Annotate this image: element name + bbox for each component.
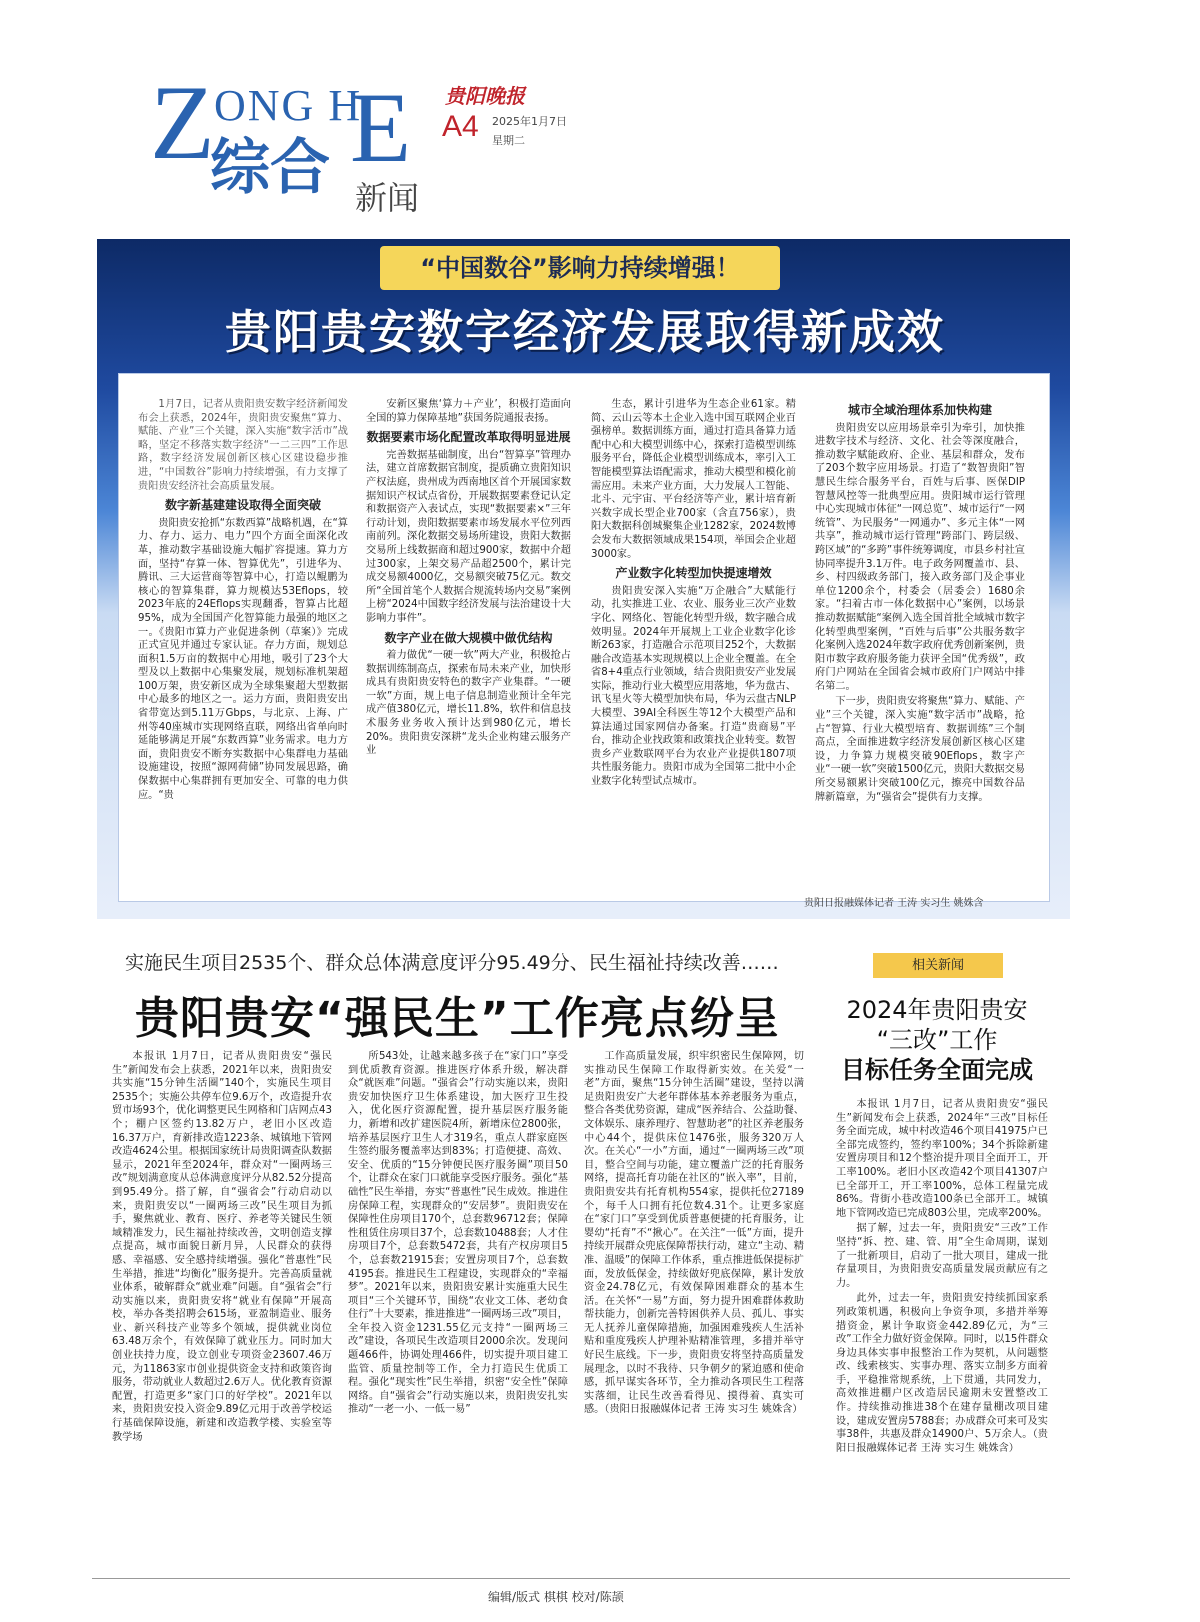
second-column-1	[112, 1050, 332, 1570]
page-number: A4	[442, 110, 479, 143]
masthead-letter-z: Z	[150, 64, 215, 181]
section-title: 综合	[210, 133, 330, 203]
second-subtitle: 实施民生项目2535个、群众总体满意度评分95.49分、民生福祉持续改善……	[125, 952, 779, 974]
lead-intro: 1月7日，记者从贵阳贵安数字经济新闻发布会上获悉，2024年，贵阳贵安聚焦“算力、赋能、产业”三个关键，深入实施“数字活市”战略，坚定不移落实数字经济“一二三四”工作思路，数字经济发展创新区核心区建设稳步推进，“中国数谷”影响力持续增强，有力支撑了贵阳贵安经济社会高质量发展。	[138, 399, 348, 492]
footer-credit: 编辑/版式 棋棋 校对/陈颉	[488, 1590, 624, 1604]
related-headline	[832, 995, 1042, 1085]
lead-column-3	[591, 398, 796, 886]
publication-date: 2025年1月7日	[492, 115, 567, 128]
second-headline: 贵阳贵安“强民生”工作亮点纷呈	[135, 993, 780, 1044]
lead-column-1	[138, 398, 348, 886]
second-paragraph: 所543处，让越来越多孩子在“家门口”享受到优质教育资源。推进医疗体系升级，解决群众“就医难”问题。“强省会”行动实施以来，贵阳贵安加快医疗卫生体系建设，加大医疗卫生投入，优化医疗资源配置，提升基层医疗服务能力，新增和改扩建医院4所，新增床位2800张，培养基层医疗卫生人才319名，重点人群家庭医生签约服务覆盖率达到83%；打造便捷、高效、安全、优质的“15分钟便民医疗服务圈”项目50个，让群众在家门口就能享受医疗服务。强化“基础性”民生举措，夯实“普惠性”民生成效。推进住房保障工程，实现群众的“安居梦”。贵阳贵安在保障性住房项目170个，总套数96712套；保障性租赁住房项目37个，总套数10488套；人才住房项目7个，总套数5472套，共有产权房项目5个，总套数21915套；安置房项目7个，总套数4195套。推进民生工程建设，实现群众的“幸福梦”。2021年以来，贵阳贵安累计实施重大民生项目“三个关键环节，围绕“农业文工体、老幼食住行”十大要素，推进推进“一圈两场三改”项目，全年投入资金1231.55亿元支持“一圈两场三改”建设，各项民生改造项目2000余次。发现问题466件，协调处理466件，切实提升项目建工监管、质量控制等工作，全力打造民生优质工程。强化“现实性”民生举措，织密“安全性”保障网络。自“强省会”行动实施以来，贵阳贵安扎实推动“一老一小、一低一易”	[348, 1051, 568, 1416]
lead-byline: 贵阳日报融媒体记者 王涛 实习生 姚姝含	[804, 898, 984, 909]
publication-weekday: 星期二	[492, 134, 525, 147]
related-paragraph: 此外，过去一年，贵阳贵安持续抓国家系列政策机遇，积极向上争资争项，多措并举筹措资金，累计争取资金442.89亿元，为“三改”工作全力做好资金保障。同时，以15件群众身边具体实事申报整治工作为契机，从问题整改、线索核实、实事办理、落实立制多方面着手，平稳推常规系统，上下贯通，共同发力，高效推进棚户区改造居民逾期未安置整改工作。持续推动推进38个在建存量棚改项目建设，建成安置房5788套；办成群众可来可及实事38件，共惠及群众14900户、5万余人。（贵阳日报融媒体记者 王涛 实习生 姚姝含）	[836, 1293, 1048, 1454]
lead-kicker: “中国数谷”影响力持续增强！	[380, 246, 780, 290]
lead-paragraph: 贵阳贵安抢抓“东数西算”战略机遇，在“算力、存力、运力、电力”四个方面全面深化改革，推动数字基础设施大幅扩容提速。算力方面，坚持“存算一体、智算优先”，引进华为、腾讯、三大运营商等智算中心，打造以鲲鹏为核心的智算集群，算力规模达53Eflops，较2023年底的24Eflops实现翻番，智算占比超95%，成为全国国产化智算能力最强的地区之一。《贵阳市算力产业促进条例（草案）》完成正式宣见并通过专家认证。存力方面，规划总面积1.5万亩的数据中心用地，吸引了23个大型及以上数据中心集聚发展，规划标准机架超100万架，贵安新区成为全球集聚超大型数据中心最多的地区之一。运力方面，贵阳贵安出省带宽达到5.11万Gbps，与北京、上海、广州等40座城市实现网络直联，网络出省单向时延能够满足开展“东数西算”业务需求。电力方面，贵阳贵安不断夯实数据中心集群电力基础设施建设，按照“源网荷储”协同发展思路，确保数据中心集群拥有更加安全、可靠的电力供应。“贵	[138, 517, 348, 801]
lead-subhead-4: 产业数字化转型加快提速增效	[615, 566, 772, 581]
related-paragraph: 据了解，过去一年，贵阳贵安“三改”工作坚持“拆、控、建、管、用”全生命周期，谋划了一批新项目，启动了一批大项目，建成一批存量项目，为贵阳贵安高质量发展贡献应有之力。	[836, 1223, 1048, 1289]
related-paragraph: 本报讯 1月7日，记者从贵阳贵安“强民生”新闻发布会上获悉，2024年“三改”目标任务全面完成，城中村改造46个项目41975户已全部完成签约，签约率100%；34个拆除新建安置房项目和12个整治提升项目全面开工，开工率100%。老旧小区改造42个项目41307户已全部开工，开工率100%，总体工程量完成86%。背街小巷改造100条已全部开工。城镇地下管网改造已完成803公里，完成率200%。	[836, 1099, 1048, 1219]
second-paragraph: 本报讯 1月7日，记者从贵阳贵安“强民生”新闻发布会上获悉，2021年以来，贵阳贵安共实施“15分钟生活圈”140个，实施民生项目2535个；实施公共停车位9.6万个，改造提升农贸市场93个，优化调整更民生网格和门店网点43个；棚户区签约13.82万户，老旧小区改造16.37万户，育新排改造1223条、城镇地下管网改造4624公里。根据国家统计局贵阳调查队数据显示，2021年至2024年，群众对“一圈两场三改”规划满意度从总体满意度评分从82.52分提高到95.49分。搭了解，自“强省会”行动启动以来，贵阳贵安以“一圈两场三改”民生项目为抓手，聚焦就业、教育、医疗、养老等关键民生领域精准发力，民生福祉持续改善，文明创造支撑点提高，城市面貌日新月异，人民群众的获得感、幸福感、安全感持续增强。强化“普惠性”民生举措，推进“均衡化”服务提升。完善高质量就业体系，破解群众“就业难”问题。自“强省会”行动实施以来，贵阳贵安将“就业有保障”开展高校，举办各类招聘会615场，亚盈制造业、服务业、新兴科技产业等多个领域，提供就业岗位63.48万余个，有效保障了就业压力。同时加大创业扶持力度，设立创业专项资金23607.46万元，为11863家市创业提供资金支持和政策咨询服务，带动就业人数超过2.6万人。优化教育资源配置，打造更多“家门口的好学校”。2021年以来，贵阳贵安投入资金9.89亿元用于改善学校运行基础保障设施，新建和改造教学楼、实验室等教学场	[112, 1051, 332, 1443]
second-paragraph: 工作高质量发展，织牢织密民生保障网，切实推动民生保障工作取得新实效。在关爱“一老”方面，聚焦“15分钟生活圈”建设，坚持以满足贵阳贵安广大老年群体基本养老服务为重点，整合各类优势资源，建成“医养结合、公益助餐、文体娱乐、康养理疗、智慧助老”的社区养老服务中心44个，提供床位1476张，服务320万人次。在关心“一小”方面，通过“一圈两场三改”项目，整合空间与功能，建立覆盖广泛的托育服务网络，提高托育功能在社区的“嵌入率”，目前，贵阳贵安共有托育机构554家，提供托位27189个，每千人口拥有托位数4.31个。让更多家庭在“家门口”享受到优质普惠便捷的托育服务，让婴幼“托育”不“揪心”。在关注“一低”方面，提升持续开展群众兜底保障帮扶行动，建立“主动、精准、温暖”的保障工作体系，重点推进低保提标扩面，发放低保金，持续做好兜底保障，累计发放资金24.78亿元，有效保障困难群众的基本生活。在关怀“一易”方面，努力提升困难群体救助帮扶能力，创新完善特困供养人员、孤儿、事实无人抚养儿童保障措施，加强困难残疾人生活补贴和重度残疾人护理补贴精准管理，多措并举守好民生底线。下一步，贵阳贵安将坚持高质量发展理念，以时不我待、只争朝夕的紧迫感和使命感，抓早谋实各环节，全力推动各项民生工程落实落细，让民生改善看得见、摸得着、真实可感。（贵阳日报融媒体记者 王涛 实习生 姚姝含）	[584, 1051, 804, 1416]
masthead-letter-e: E	[350, 72, 412, 183]
lead-paragraph: 完善数据基础制度，出台“智算享”管理办法，建立首席数据官制度，提质确立贵阳知识产权法庭，贵州成为西南地区首个开展国家数据知识产权试点省份，开展数据要素登记认定和数据资产入表试点，实现“数据要素×”三年行动计划，贵阳数据要素市场发展水平位列西南前列。深化数据交易场所建设，贵阳大数据交易所上线数据商和超过900家，数据中介超过300家，上架交易产品超2500个，累计完成交易额4000亿，交易额突破75亿元。数交所“全国首笔个人数据合规流转场内交易”案例上榜“2024中国数字经济发展与法治建设十大影响力事件”。	[366, 449, 571, 624]
related-headline-line: 目标任务全面完成	[841, 1056, 1033, 1084]
lead-subhead-3: 数字产业在做大规模中做优结构	[384, 630, 553, 645]
related-column	[836, 1098, 1048, 1570]
newspaper-name: 贵阳晚报	[445, 84, 525, 108]
related-news-tag: 相关新闻	[873, 953, 1003, 978]
second-column-3	[584, 1050, 804, 1570]
related-headline-line: “三改”工作	[876, 1026, 998, 1054]
lead-headline: 贵阳贵安数字经济发展取得新成效	[225, 305, 945, 359]
section-subtitle: 新闻	[355, 179, 420, 217]
related-headline-line: 2024年贵阳贵安	[846, 996, 1028, 1024]
lead-paragraph: 贵阳贵安深入实施“万企融合”大赋能行动，扎实推进工业、农业、服务业三次产业数字化、网络化、智能化转型升级，数字融合成效明显。2024年开展规上工业企业数字化诊断263家，打造融合示范项目252个，大数据融合改造基本实现规模以上企业全覆盖。在全省8+4重点行业领域，结合贵阳贵安产业发展实际，推动行业大模型应用落地，华为盘古、讯飞星火等大模型加快布局，华为云盘古NLP大模型、39AI全科医生等12个大模型产品和算法通过国家网信办备案。打造“贵商易”平台，推动企业找政策和政策找企业转变。数智贵乡产业数联网平台为农业产业提供1807项共性服务能力。贵阳市成为全国第二批中小企业数字化转型试点城市。	[591, 585, 796, 788]
lead-subhead-2: 数据要素市场化配置改革取得明显进展	[366, 430, 571, 445]
second-column-2	[348, 1050, 568, 1570]
lead-subhead-1: 数字新基建建设取得全面突破	[164, 498, 321, 513]
lead-subhead-5: 城市全域治理体系加快构建	[847, 403, 992, 417]
masthead-logo	[150, 64, 430, 217]
lead-paragraph: 着力做优“一硬一软”两大产业，积极抢占数据训练制高点，探索布局未来产业，加快形成具有贵阳贵安特色的数字产业集群。“一硬一软”方面，规上电子信息制造业预计全年完成产值380亿元，增长11.8%，软件和信息技术服务业务收入预计达到980亿元，增长20%。贵阳贵安深耕“龙头企业构建云服务产业	[366, 650, 571, 757]
lead-paragraph: 贵阳贵安以应用场景牵引为牵引，加快推进数字技术与经济、文化、社会等深度融合，推动数字赋能政府、企业、基层和群众，发布了203个数字应用场景。打造了“数智贵阳”智慧民生综合服务平台，百姓与后事、医保DIP智慧风控等一批典型应用。贵阳城市运行管理中心实现城市体征“一网总览”、城市运行“一网统管”、为民服务“一网通办”、多元主体“一网共享”，推动城市运行管理“跨部门、跨层级、跨区域”的“多跨”事件统筹调度，市县乡村社宣协同率提升3.1万件。电子政务网覆盖市、县、乡、村四级政务部门，接入政务部门及企事业单位1200余个，村委会（居委会）1680余家。“扫着古市一体化数据中心”案例，以场景推动数据赋能“案例入选全国首批全域城市数字化转型典型案例，“百姓与后事”公共服务数字化案例入选2024年数字政府优秀创新案例，贵阳市数字政府服务能力获评全国“优秀级”，政府门户网站在全国省会城市政府门户网站中排名第二。	[815, 422, 1025, 692]
lead-paragraph: 安新区聚焦‘算力＋产业’，积极打造面向全国的算力保障基地”获国务院通报表扬。	[366, 399, 571, 424]
lead-column-2	[366, 398, 571, 886]
masthead-letters-onghe: ONG H	[214, 81, 363, 130]
footer-divider	[92, 1578, 1070, 1579]
lead-paragraph: 生态，累计引进华为生态企业61家。精简、云山云等本土企业入选中国互联网企业百强榜单。数据训练方面，通过打造具备算力适配中心和大模型训练中心，探索打造模型训练服务平台，降低企业模型训练成本，率引入工智能模型算法语配需求，推动大模型和模化前需应用。未来产业方面，大力发展人工智能、北斗、元宇宙、平台经济等产业，累计培育新兴数字成长型企业700家（含直756家），贵阳大数据科创城聚集企业1282家，2024数博会发布大数据领域成果154项，举国会企业超3000家。	[591, 399, 796, 560]
lead-column-4	[815, 398, 1025, 886]
lead-paragraph: 下一步，贵阳贵安将聚焦“算力、赋能、产业”三个关键，深入实施“数字活市”战略，抢占“智算、行业大模型培育、数据训练”三个制高点，全面推进数字经济发展创新区核心区建设，力争算力规模突破90Eflops，数字产业“一硬一软”突破1500亿元，贵阳大数据交易所交易额累计突破100亿元，擦亮中国数谷品牌新篇章，为“强省会”提供有力支撑。	[815, 696, 1025, 803]
